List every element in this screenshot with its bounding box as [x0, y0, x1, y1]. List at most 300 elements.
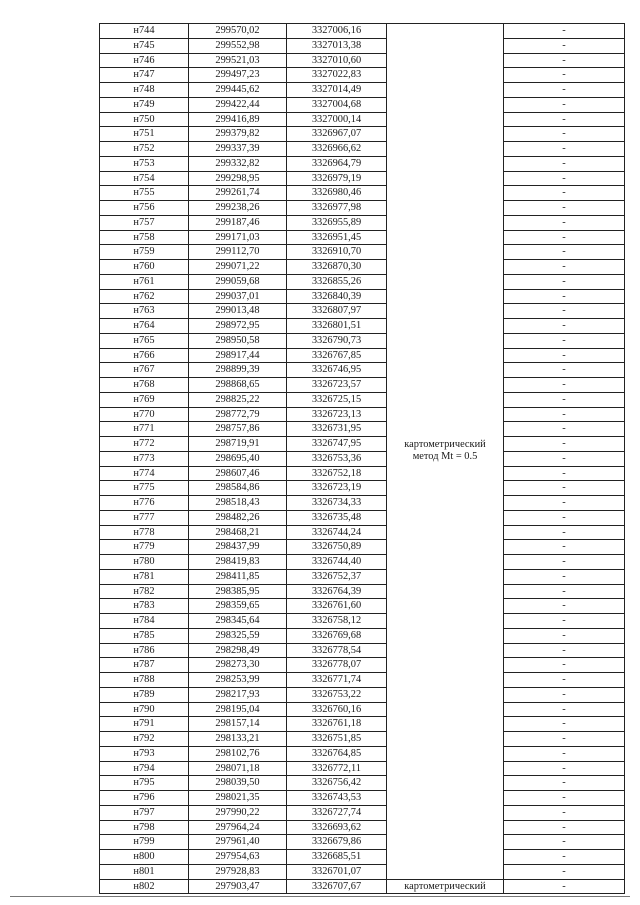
x-coordinate-cell: 298868,65	[189, 378, 287, 393]
point-name-cell: н778	[100, 525, 189, 540]
x-coordinate-cell: 298325,59	[189, 628, 287, 643]
point-name-cell: н782	[100, 584, 189, 599]
table-row	[100, 304, 625, 319]
y-coordinate-cell: 3327022,83	[287, 68, 387, 83]
x-coordinate-cell: 298298,49	[189, 643, 287, 658]
x-coordinate-cell: 299552,98	[189, 38, 287, 53]
y-coordinate-cell: 3326685,51	[287, 850, 387, 865]
x-coordinate-cell: 299071,22	[189, 260, 287, 275]
precision-cell: -	[504, 555, 625, 570]
x-coordinate-cell: 299497,23	[189, 68, 287, 83]
x-coordinate-cell: 299298,95	[189, 171, 287, 186]
x-coordinate-cell: 298917,44	[189, 348, 287, 363]
y-coordinate-cell: 3326980,46	[287, 186, 387, 201]
point-name-cell: н746	[100, 53, 189, 68]
y-coordinate-cell: 3326744,24	[287, 525, 387, 540]
x-coordinate-cell: 299171,03	[189, 230, 287, 245]
point-name-cell: н759	[100, 245, 189, 260]
x-coordinate-cell: 298607,46	[189, 466, 287, 481]
table-row	[100, 378, 625, 393]
table-row	[100, 569, 625, 584]
table-row	[100, 422, 625, 437]
table-row	[100, 392, 625, 407]
x-coordinate-cell: 298195,04	[189, 702, 287, 717]
precision-cell: -	[504, 481, 625, 496]
x-coordinate-cell: 297954,63	[189, 850, 287, 865]
y-coordinate-cell: 3326761,60	[287, 599, 387, 614]
y-coordinate-cell: 3326807,97	[287, 304, 387, 319]
precision-cell: -	[504, 171, 625, 186]
y-coordinate-cell: 3327000,14	[287, 112, 387, 127]
table-row	[100, 38, 625, 53]
precision-cell: -	[504, 112, 625, 127]
y-coordinate-cell: 3327004,68	[287, 97, 387, 112]
table-row	[100, 732, 625, 747]
y-coordinate-cell: 3326735,48	[287, 510, 387, 525]
x-coordinate-cell: 298102,76	[189, 746, 287, 761]
point-name-cell: н773	[100, 451, 189, 466]
x-coordinate-cell: 299013,48	[189, 304, 287, 319]
y-coordinate-cell: 3327010,60	[287, 53, 387, 68]
y-coordinate-cell: 3326801,51	[287, 319, 387, 334]
precision-cell: -	[504, 658, 625, 673]
point-name-cell: н800	[100, 850, 189, 865]
table-row	[100, 687, 625, 702]
point-name-cell: н749	[100, 97, 189, 112]
point-name-cell: н792	[100, 732, 189, 747]
x-coordinate-cell: 299238,26	[189, 201, 287, 216]
y-coordinate-cell: 3326977,98	[287, 201, 387, 216]
precision-cell: -	[504, 466, 625, 481]
y-coordinate-cell: 3326707,67	[287, 879, 387, 894]
table-row	[100, 437, 625, 452]
table-row	[100, 407, 625, 422]
precision-cell: -	[504, 407, 625, 422]
precision-cell: -	[504, 850, 625, 865]
x-coordinate-cell: 298039,50	[189, 776, 287, 791]
precision-cell: -	[504, 510, 625, 525]
point-name-cell: н787	[100, 658, 189, 673]
y-coordinate-cell: 3326752,18	[287, 466, 387, 481]
point-name-cell: н767	[100, 363, 189, 378]
precision-cell: -	[504, 569, 625, 584]
point-name-cell: н748	[100, 83, 189, 98]
precision-cell: -	[504, 643, 625, 658]
x-coordinate-cell: 298157,14	[189, 717, 287, 732]
table-row	[100, 83, 625, 98]
precision-cell: -	[504, 215, 625, 230]
y-coordinate-cell: 3326778,54	[287, 643, 387, 658]
precision-cell: -	[504, 38, 625, 53]
table-row	[100, 496, 625, 511]
x-coordinate-cell: 298468,21	[189, 525, 287, 540]
point-name-cell: н779	[100, 540, 189, 555]
x-coordinate-cell: 297961,40	[189, 835, 287, 850]
method-cell-last: картометрический	[387, 879, 504, 894]
y-coordinate-cell: 3326753,36	[287, 451, 387, 466]
method-text-line2: метод Mt = 0.5	[412, 451, 478, 463]
precision-cell: -	[504, 378, 625, 393]
point-name-cell: н750	[100, 112, 189, 127]
precision-cell: -	[504, 24, 625, 39]
y-coordinate-cell: 3326964,79	[287, 156, 387, 171]
point-name-cell: н763	[100, 304, 189, 319]
x-coordinate-cell: 297990,22	[189, 805, 287, 820]
point-name-cell: н770	[100, 407, 189, 422]
y-coordinate-cell: 3326701,07	[287, 864, 387, 879]
y-coordinate-cell: 3327013,38	[287, 38, 387, 53]
table-row	[100, 289, 625, 304]
y-coordinate-cell: 3326951,45	[287, 230, 387, 245]
table-row	[100, 245, 625, 260]
point-name-cell: н772	[100, 437, 189, 452]
precision-cell: -	[504, 820, 625, 835]
table-row	[100, 850, 625, 865]
x-coordinate-cell: 298071,18	[189, 761, 287, 776]
x-coordinate-cell: 299570,02	[189, 24, 287, 39]
precision-cell: -	[504, 451, 625, 466]
method-text-line1: картометрический	[404, 439, 486, 451]
x-coordinate-cell: 299337,39	[189, 142, 287, 157]
point-name-cell: н783	[100, 599, 189, 614]
table-row	[100, 97, 625, 112]
table-row	[100, 805, 625, 820]
table-row	[100, 319, 625, 334]
precision-cell: -	[504, 584, 625, 599]
table-row	[100, 142, 625, 157]
table-row	[100, 820, 625, 835]
precision-cell: -	[504, 127, 625, 142]
y-coordinate-cell: 3326840,39	[287, 289, 387, 304]
point-name-cell: н761	[100, 274, 189, 289]
table-row	[100, 791, 625, 806]
y-coordinate-cell: 3326979,19	[287, 171, 387, 186]
x-coordinate-cell: 298419,83	[189, 555, 287, 570]
x-coordinate-cell: 298950,58	[189, 333, 287, 348]
y-coordinate-cell: 3326767,85	[287, 348, 387, 363]
coordinates-table-body	[100, 24, 625, 894]
point-name-cell: н801	[100, 864, 189, 879]
y-coordinate-cell: 3326746,95	[287, 363, 387, 378]
y-coordinate-cell: 3326693,62	[287, 820, 387, 835]
table-row	[100, 451, 625, 466]
point-name-cell: н785	[100, 628, 189, 643]
x-coordinate-cell: 298719,91	[189, 437, 287, 452]
precision-cell: -	[504, 525, 625, 540]
precision-cell: -	[504, 422, 625, 437]
precision-cell: -	[504, 83, 625, 98]
y-coordinate-cell: 3326910,70	[287, 245, 387, 260]
point-name-cell: н758	[100, 230, 189, 245]
precision-cell: -	[504, 186, 625, 201]
precision-cell: -	[504, 142, 625, 157]
table-row	[100, 156, 625, 171]
point-name-cell: н760	[100, 260, 189, 275]
precision-cell: -	[504, 68, 625, 83]
precision-cell: -	[504, 746, 625, 761]
x-coordinate-cell: 298021,35	[189, 791, 287, 806]
y-coordinate-cell: 3326723,13	[287, 407, 387, 422]
y-coordinate-cell: 3326870,30	[287, 260, 387, 275]
point-name-cell: н757	[100, 215, 189, 230]
point-name-cell: н781	[100, 569, 189, 584]
table-row	[100, 230, 625, 245]
precision-cell: -	[504, 864, 625, 879]
y-coordinate-cell: 3327014,49	[287, 83, 387, 98]
table-row	[100, 215, 625, 230]
y-coordinate-cell: 3326764,85	[287, 746, 387, 761]
y-coordinate-cell: 3326761,18	[287, 717, 387, 732]
table-row	[100, 584, 625, 599]
table-row	[100, 555, 625, 570]
point-name-cell: н790	[100, 702, 189, 717]
coordinates-table	[99, 23, 625, 894]
table-row	[100, 363, 625, 378]
y-coordinate-cell: 3326967,07	[287, 127, 387, 142]
table-row	[100, 658, 625, 673]
point-name-cell: н791	[100, 717, 189, 732]
table-row	[100, 835, 625, 850]
table-row	[100, 746, 625, 761]
x-coordinate-cell: 298411,85	[189, 569, 287, 584]
table-row	[100, 510, 625, 525]
y-coordinate-cell: 3327006,16	[287, 24, 387, 39]
x-coordinate-cell: 298972,95	[189, 319, 287, 334]
y-coordinate-cell: 3326750,89	[287, 540, 387, 555]
precision-cell: -	[504, 791, 625, 806]
point-name-cell: н762	[100, 289, 189, 304]
table-row	[100, 599, 625, 614]
table-row	[100, 186, 625, 201]
y-coordinate-cell: 3326751,85	[287, 732, 387, 747]
point-name-cell: н798	[100, 820, 189, 835]
y-coordinate-cell: 3326778,07	[287, 658, 387, 673]
precision-cell: -	[504, 437, 625, 452]
point-name-cell: н789	[100, 687, 189, 702]
y-coordinate-cell: 3326758,12	[287, 614, 387, 629]
point-name-cell: н753	[100, 156, 189, 171]
precision-cell: -	[504, 392, 625, 407]
precision-cell: -	[504, 702, 625, 717]
precision-cell: -	[504, 628, 625, 643]
table-row	[100, 68, 625, 83]
y-coordinate-cell: 3326966,62	[287, 142, 387, 157]
x-coordinate-cell: 299332,82	[189, 156, 287, 171]
table-row	[100, 171, 625, 186]
table-row	[100, 260, 625, 275]
x-coordinate-cell: 299521,03	[189, 53, 287, 68]
precision-cell: -	[504, 53, 625, 68]
point-name-cell: н777	[100, 510, 189, 525]
precision-cell: -	[504, 540, 625, 555]
point-name-cell: н793	[100, 746, 189, 761]
x-coordinate-cell: 299112,70	[189, 245, 287, 260]
table-row	[100, 53, 625, 68]
x-coordinate-cell: 298899,39	[189, 363, 287, 378]
method-cell	[387, 24, 504, 880]
point-name-cell: н797	[100, 805, 189, 820]
point-name-cell: н745	[100, 38, 189, 53]
precision-cell: -	[504, 333, 625, 348]
precision-cell: -	[504, 717, 625, 732]
x-coordinate-cell: 298133,21	[189, 732, 287, 747]
precision-cell: -	[504, 97, 625, 112]
table-row	[100, 776, 625, 791]
y-coordinate-cell: 3326855,26	[287, 274, 387, 289]
y-coordinate-cell: 3326760,16	[287, 702, 387, 717]
precision-cell: -	[504, 230, 625, 245]
x-coordinate-cell: 298584,86	[189, 481, 287, 496]
precision-cell: -	[504, 835, 625, 850]
precision-cell: -	[504, 363, 625, 378]
table-row	[100, 717, 625, 732]
x-coordinate-cell: 298359,65	[189, 599, 287, 614]
page-bottom-rule	[10, 896, 630, 897]
x-coordinate-cell: 297928,83	[189, 864, 287, 879]
table-row	[100, 673, 625, 688]
precision-cell: -	[504, 274, 625, 289]
precision-cell: -	[504, 260, 625, 275]
point-name-cell: н768	[100, 378, 189, 393]
precision-cell: -	[504, 156, 625, 171]
x-coordinate-cell: 298825,22	[189, 392, 287, 407]
table-row	[100, 348, 625, 363]
precision-cell: -	[504, 245, 625, 260]
x-coordinate-cell: 298345,64	[189, 614, 287, 629]
precision-cell: -	[504, 289, 625, 304]
table-row	[100, 127, 625, 142]
x-coordinate-cell: 299416,89	[189, 112, 287, 127]
point-name-cell: н802	[100, 879, 189, 894]
precision-cell: -	[504, 687, 625, 702]
point-name-cell: н795	[100, 776, 189, 791]
table-row	[100, 643, 625, 658]
x-coordinate-cell: 298695,40	[189, 451, 287, 466]
x-coordinate-cell: 298518,43	[189, 496, 287, 511]
point-name-cell: н769	[100, 392, 189, 407]
point-name-cell: н747	[100, 68, 189, 83]
point-name-cell: н771	[100, 422, 189, 437]
precision-cell: -	[504, 201, 625, 216]
x-coordinate-cell: 298482,26	[189, 510, 287, 525]
point-name-cell: н755	[100, 186, 189, 201]
x-coordinate-cell: 297903,47	[189, 879, 287, 894]
x-coordinate-cell: 298273,30	[189, 658, 287, 673]
point-name-cell: н766	[100, 348, 189, 363]
y-coordinate-cell: 3326679,86	[287, 835, 387, 850]
table-row	[100, 333, 625, 348]
x-coordinate-cell: 299261,74	[189, 186, 287, 201]
x-coordinate-cell: 298217,93	[189, 687, 287, 702]
point-name-cell: н744	[100, 24, 189, 39]
point-name-cell: н764	[100, 319, 189, 334]
precision-cell: -	[504, 319, 625, 334]
y-coordinate-cell: 3326790,73	[287, 333, 387, 348]
x-coordinate-cell: 297964,24	[189, 820, 287, 835]
point-name-cell: н794	[100, 761, 189, 776]
precision-cell: -	[504, 776, 625, 791]
precision-cell: -	[504, 304, 625, 319]
table-row	[100, 702, 625, 717]
point-name-cell: н784	[100, 614, 189, 629]
point-name-cell: н775	[100, 481, 189, 496]
y-coordinate-cell: 3326727,74	[287, 805, 387, 820]
point-name-cell: н774	[100, 466, 189, 481]
table-row	[100, 761, 625, 776]
precision-cell: -	[504, 732, 625, 747]
point-name-cell: н752	[100, 142, 189, 157]
table-row	[100, 864, 625, 879]
precision-cell: -	[504, 673, 625, 688]
table-row	[100, 628, 625, 643]
x-coordinate-cell: 298253,99	[189, 673, 287, 688]
y-coordinate-cell: 3326744,40	[287, 555, 387, 570]
x-coordinate-cell: 299037,01	[189, 289, 287, 304]
table-row	[100, 112, 625, 127]
y-coordinate-cell: 3326747,95	[287, 437, 387, 452]
y-coordinate-cell: 3326771,74	[287, 673, 387, 688]
precision-cell: -	[504, 496, 625, 511]
point-name-cell: н796	[100, 791, 189, 806]
point-name-cell: н751	[100, 127, 189, 142]
table-row	[100, 879, 625, 894]
y-coordinate-cell: 3326734,33	[287, 496, 387, 511]
y-coordinate-cell: 3326731,95	[287, 422, 387, 437]
y-coordinate-cell: 3326723,19	[287, 481, 387, 496]
precision-cell: -	[504, 348, 625, 363]
y-coordinate-cell: 3326752,37	[287, 569, 387, 584]
point-name-cell: н754	[100, 171, 189, 186]
table-row	[100, 540, 625, 555]
table-row	[100, 525, 625, 540]
y-coordinate-cell: 3326955,89	[287, 215, 387, 230]
x-coordinate-cell: 298757,86	[189, 422, 287, 437]
precision-cell: -	[504, 614, 625, 629]
point-name-cell: н756	[100, 201, 189, 216]
x-coordinate-cell: 299422,44	[189, 97, 287, 112]
x-coordinate-cell: 299059,68	[189, 274, 287, 289]
point-name-cell: н786	[100, 643, 189, 658]
x-coordinate-cell: 298772,79	[189, 407, 287, 422]
x-coordinate-cell: 298385,95	[189, 584, 287, 599]
point-name-cell: н780	[100, 555, 189, 570]
y-coordinate-cell: 3326723,57	[287, 378, 387, 393]
y-coordinate-cell: 3326769,68	[287, 628, 387, 643]
table-row	[100, 24, 625, 39]
x-coordinate-cell: 299379,82	[189, 127, 287, 142]
y-coordinate-cell: 3326772,11	[287, 761, 387, 776]
table-row	[100, 466, 625, 481]
point-name-cell: н788	[100, 673, 189, 688]
table-row	[100, 274, 625, 289]
y-coordinate-cell: 3326764,39	[287, 584, 387, 599]
point-name-cell: н776	[100, 496, 189, 511]
y-coordinate-cell: 3326725,15	[287, 392, 387, 407]
table-row	[100, 481, 625, 496]
point-name-cell: н765	[100, 333, 189, 348]
precision-cell: -	[504, 805, 625, 820]
precision-cell: -	[504, 599, 625, 614]
y-coordinate-cell: 3326743,53	[287, 791, 387, 806]
x-coordinate-cell: 299187,46	[189, 215, 287, 230]
table-row	[100, 201, 625, 216]
point-name-cell: н799	[100, 835, 189, 850]
table-row	[100, 614, 625, 629]
x-coordinate-cell: 299445,62	[189, 83, 287, 98]
precision-cell: -	[504, 879, 625, 894]
x-coordinate-cell: 298437,99	[189, 540, 287, 555]
y-coordinate-cell: 3326753,22	[287, 687, 387, 702]
